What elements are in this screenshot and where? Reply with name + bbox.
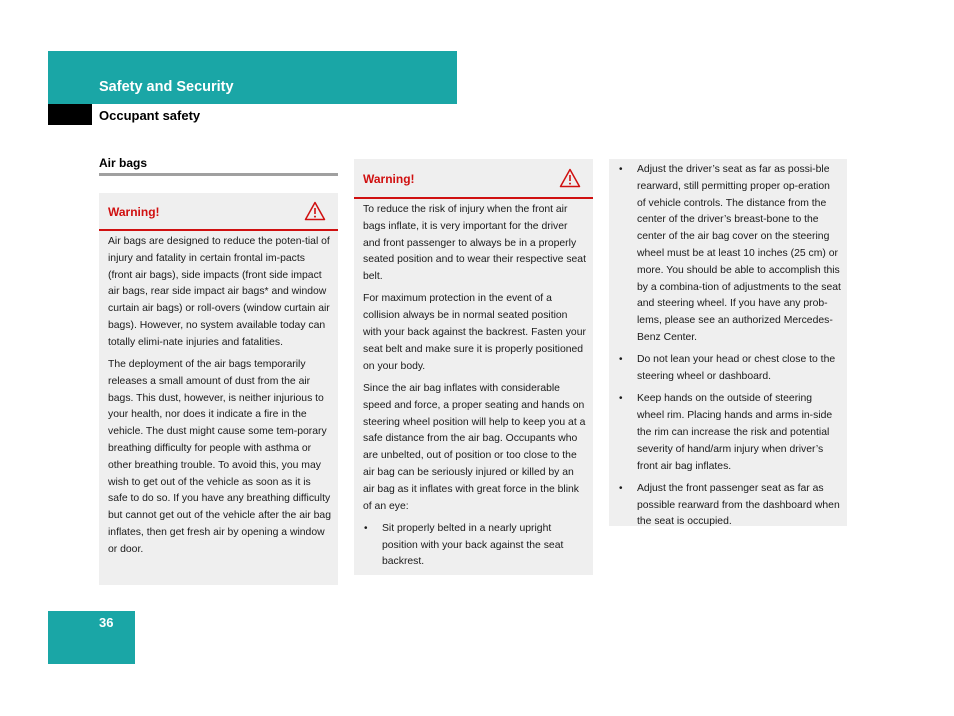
- instructions-box: [609, 159, 847, 526]
- bullet-glyph: •: [619, 482, 623, 494]
- section-marker: [48, 104, 92, 125]
- warning-label: Warning!: [363, 172, 415, 186]
- bullet-list: [618, 162, 841, 531]
- list-item-text: Sit properly belted in a nearly upright position with your back against the seat backrest.: [382, 522, 564, 568]
- bullet-list: [363, 521, 587, 571]
- chapter-title: Safety and Security: [99, 79, 234, 95]
- header-bar: [48, 51, 457, 104]
- paragraph: For maximum protection in the event of a collision always be in normal seated position with your back against the backrest. Fasten your seat belt and make sure it is properly positioned on your body.: [363, 293, 586, 372]
- bullet-glyph: •: [619, 354, 623, 366]
- bullet-glyph: •: [619, 393, 623, 405]
- list-item-text: Adjust the front passenger seat as far as possible rearward from the dashboard when the seat is occupied.: [637, 482, 840, 528]
- warning-header: [99, 193, 338, 231]
- warning-triangle-icon: [304, 201, 326, 221]
- warning-box-1: [99, 193, 338, 585]
- list-item-text: Do not lean your head or chest close to the steering wheel or dashboard.: [637, 354, 836, 383]
- page-number: 36: [99, 615, 114, 630]
- warning-label: Warning!: [108, 205, 160, 219]
- page-subtitle: Occupant safety: [99, 108, 201, 123]
- warning-triangle-icon: [559, 168, 581, 188]
- bullet-glyph: •: [364, 522, 368, 534]
- warning-header: [354, 159, 593, 199]
- paragraph: Since the air bag inflates with considerable speed and force, a proper seating and hands on steering wheel position will help to keep you at a safe distance from the air bag. Occupants who are unbelted, out of position or too close to the air bag can be seriously injured or killed by an air bag as it inflates with great force in the blink of an eye:: [363, 382, 586, 512]
- list-item: [618, 391, 841, 475]
- paragraph: Air bags are designed to reduce the poten-tial of injury and fatality in certain frontal im-pacts (front air bags), side impacts (front side impact air bags, rear side impact air bags* and window curtain air bags) or roll-overs (window curtain air bags). However, no system available today can totally elimi-nate injuries and fatalities.: [108, 236, 330, 348]
- paragraph: To reduce the risk of injury when the front air bags inflate, it is very important for the driver and front passenger to always be in a properly seated position and to wear their respective seat belt.: [363, 204, 586, 283]
- list-item-text: Adjust the driver’s seat as far as possi-ble rearward, still permitting proper op-eration of vehicle controls. The distance from the center of the driver’s breast-bone to the center of the air bag cover on the steering wheel must be at least 10 inches (25 cm) or more. You should be able to accomplish this by a combina-tion of adjustments to the seat and steering wheel. If you have any prob-lems, please see an authorized Mercedes-Benz Center.: [637, 164, 841, 343]
- list-item: [618, 481, 841, 531]
- section-heading: Air bags: [99, 156, 148, 170]
- bullet-glyph: •: [619, 164, 623, 175]
- list-item: [618, 162, 841, 347]
- paragraph: The deployment of the air bags temporarily releases a small amount of dust from the air bags. This dust, however, is neither injurious to your health, nor does it indicate a fire in the vehicle. The dust might cause some tem-porary breathing difficulty for people with asthma or other breathing trouble. To avoid this, you may wish to get out of the vehicle as soon as it is safe to do so. If you have any breathing difficulty but cannot get out of the vehicle after the air bag inflates, then get fresh air by opening a window or door.: [108, 359, 331, 555]
- section-divider: [99, 173, 338, 176]
- page-number-box: [48, 611, 135, 664]
- warning-body: [354, 199, 593, 581]
- instructions-body: [609, 159, 847, 541]
- list-item-text: Keep hands on the outside of steering wheel rim. Placing hands and arms in-side the rim can increase the risk and potential severity of hand/arm injury when driver’s front air bag inflates.: [637, 393, 833, 472]
- warning-box-2: [354, 159, 593, 575]
- list-item: [363, 521, 587, 571]
- list-item: [618, 352, 841, 386]
- warning-body: [99, 231, 338, 568]
